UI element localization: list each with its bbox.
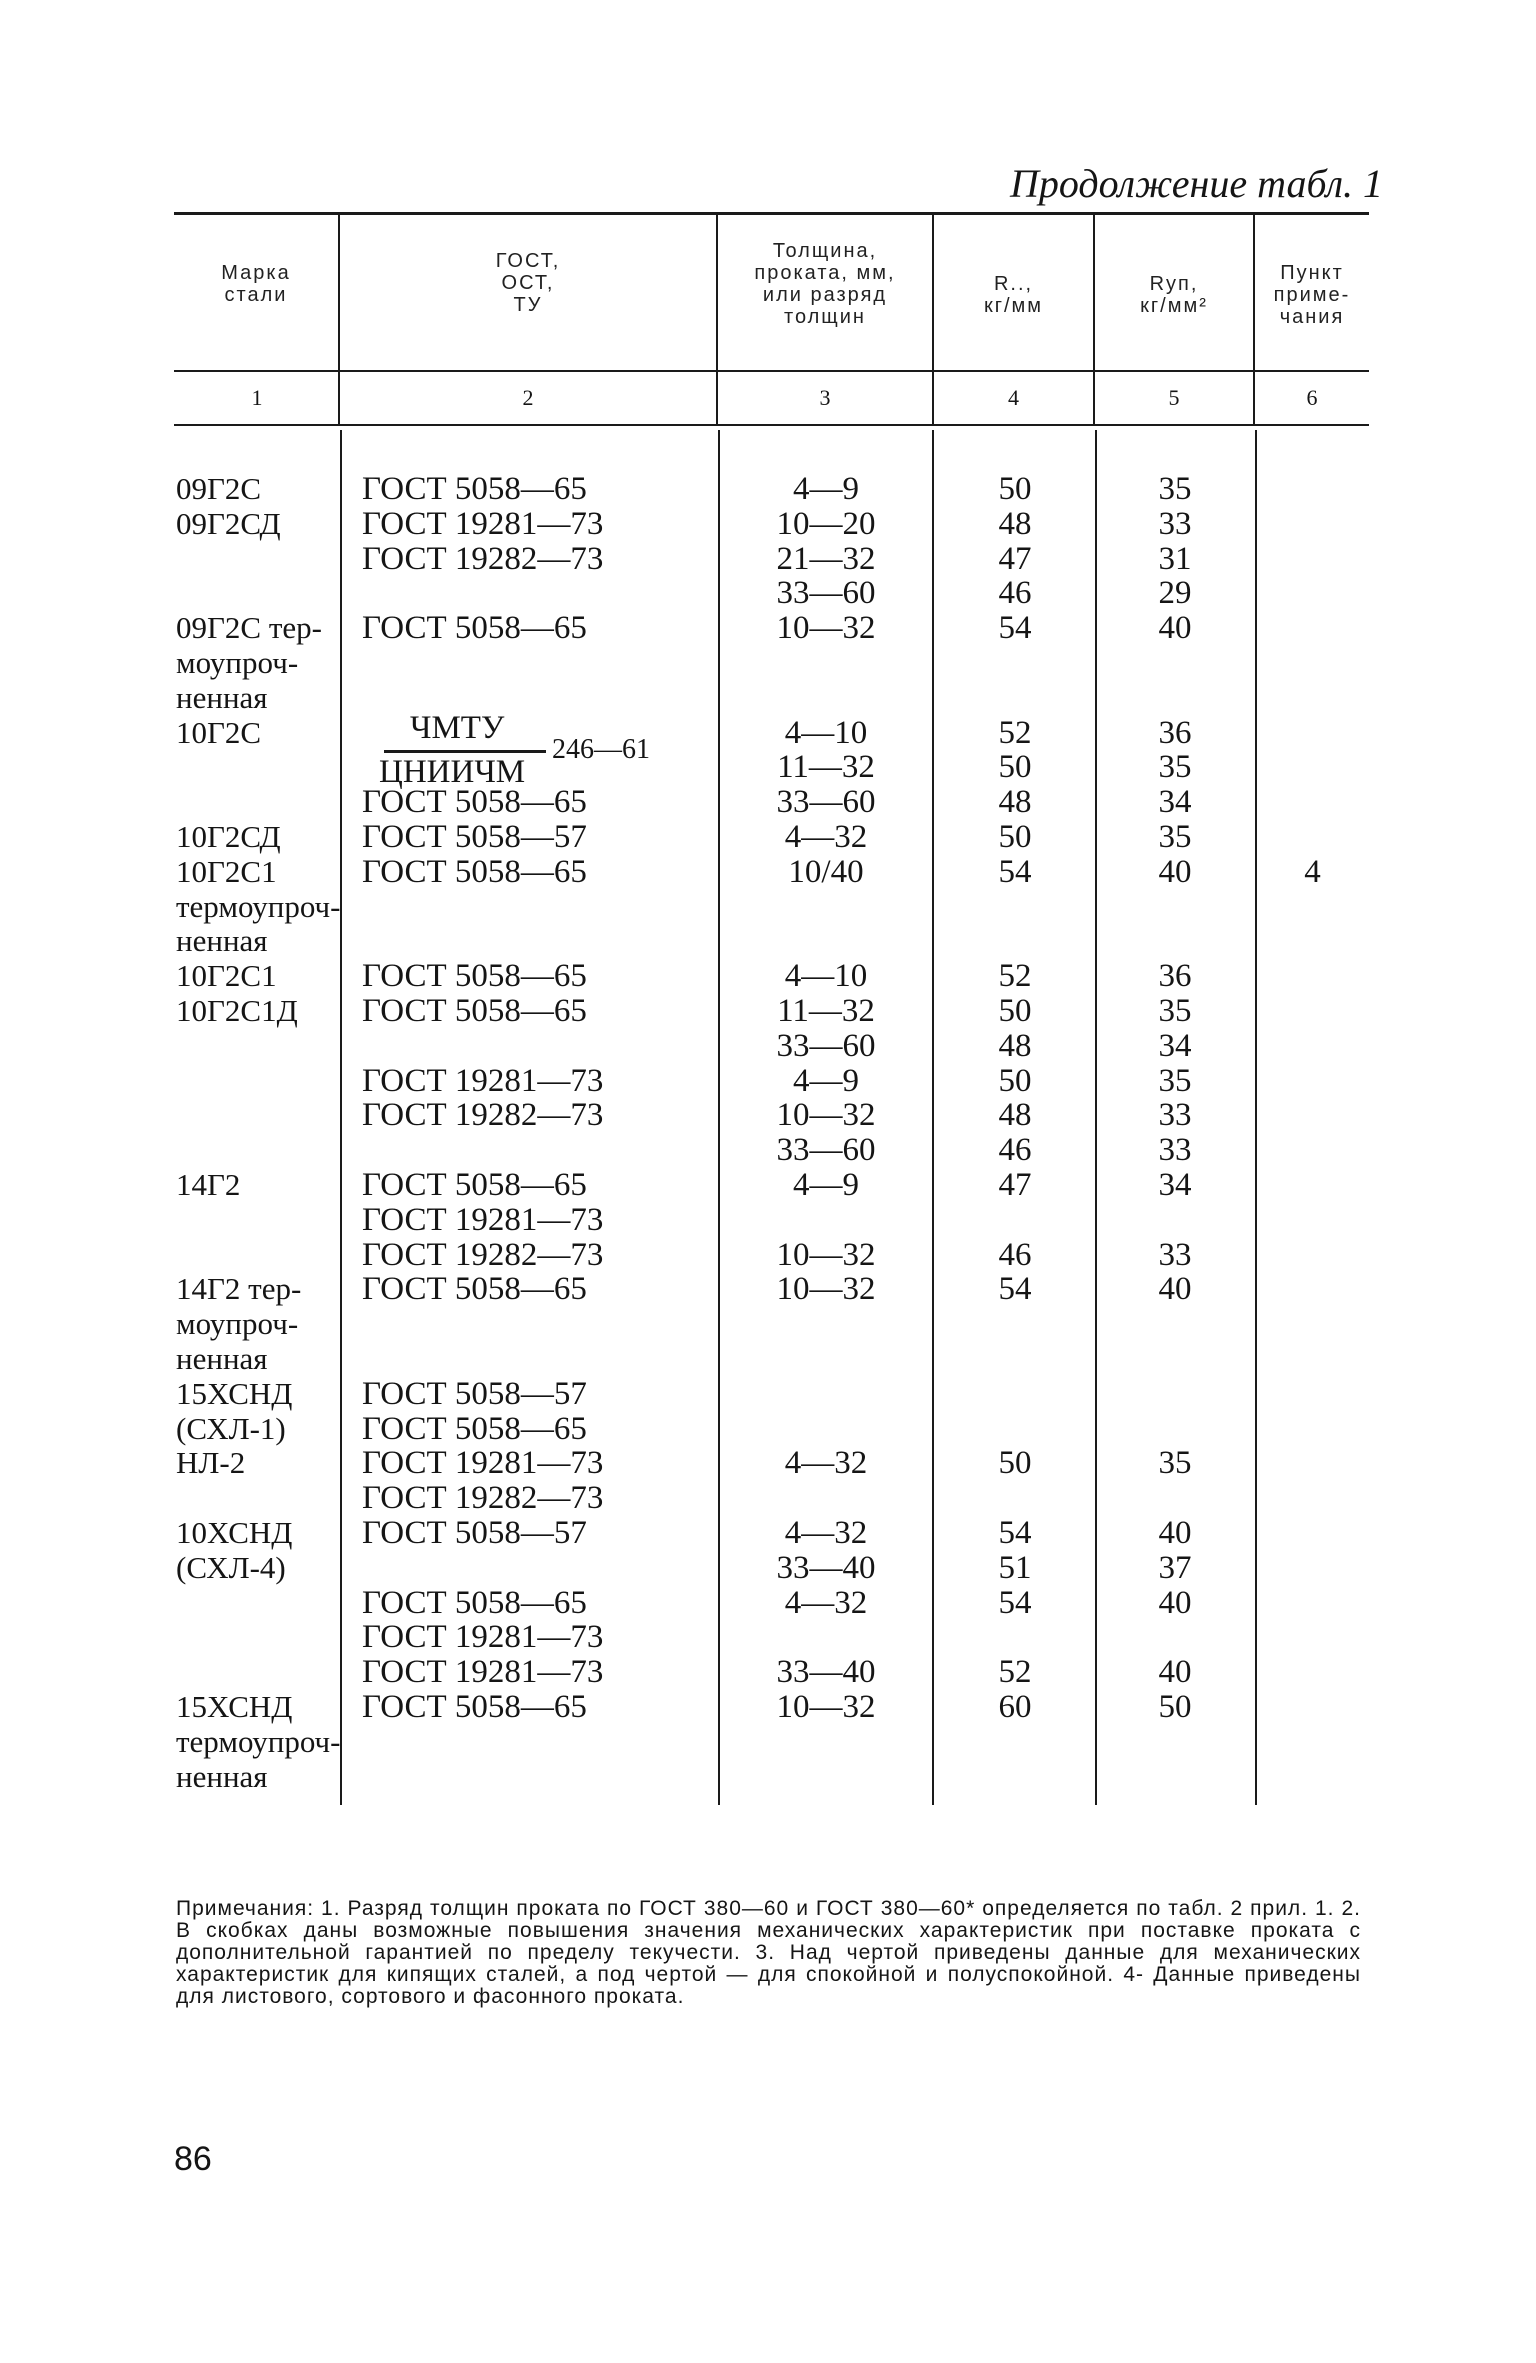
- table-row: [0, 646, 1536, 681]
- table-row: [0, 542, 1536, 577]
- yield-cell: 40: [1158, 1654, 1192, 1691]
- fraction-denominator: ЦНИИЧМ: [379, 754, 526, 790]
- yield-cell: 36: [1158, 714, 1192, 751]
- table-caption: Продолжение табл. 1: [1010, 161, 1384, 206]
- yield-cell: 35: [1158, 819, 1192, 855]
- thickness-cell: 4—32: [784, 1515, 868, 1551]
- table-notes: Примечания: 1. Разряд толщин проката по ГОСТ 380—60 и ГОСТ 380—60* определяется по табл. 2 прил. 1. 2. В скобках даны возможные повышения значения механических характеристик при поставке проката с дополнительной гарантией по пределу текучести. 3. Над чертой приведены данные для механических характеристик для кипящих сталей, а под чертой — для спокойной и полуспокойной. 4- Данные приведены для листового, сортового и фасонного проката.: [176, 1897, 1361, 2008]
- table-row: [0, 1655, 1536, 1690]
- thickness-cell: 33—60: [776, 1132, 876, 1169]
- table-row: [0, 1516, 1536, 1551]
- standard-cell: ГОСТ 5058—65: [362, 853, 587, 890]
- table-row: [0, 1446, 1536, 1481]
- strength-cell: 51: [998, 1549, 1032, 1586]
- strength-cell: 54: [998, 853, 1032, 890]
- table-row: [0, 1098, 1536, 1133]
- thickness-cell: 4—10: [784, 714, 868, 751]
- strength-cell: 50: [998, 993, 1032, 1029]
- strength-cell: 50: [998, 471, 1032, 507]
- table-row: [0, 1133, 1536, 1168]
- table-row: [0, 994, 1536, 1029]
- table-row: [0, 855, 1536, 890]
- thickness-cell: 10/40: [788, 853, 864, 890]
- header-standard: ГОСТ, ОСТ, ТУ: [495, 250, 561, 316]
- strength-cell: 54: [998, 1515, 1032, 1551]
- thickness-cell: 4—32: [784, 1445, 868, 1482]
- table-row: [0, 611, 1536, 646]
- strength-cell: 52: [998, 714, 1032, 751]
- table-row: [0, 576, 1536, 611]
- steel-grade: 10Г2СД 10Г2С1 термоупроч- ненная: [176, 819, 341, 959]
- yield-cell: 40: [1158, 1515, 1192, 1551]
- table-row: [0, 820, 1536, 855]
- table-row: [0, 1272, 1536, 1307]
- yield-cell: 35: [1158, 993, 1192, 1029]
- yield-cell: 33: [1158, 1236, 1192, 1273]
- strength-cell: 48: [998, 505, 1032, 542]
- thickness-cell: 11—32: [777, 749, 875, 786]
- steel-grade: 10Г2С: [176, 714, 262, 750]
- yield-cell: 50: [1158, 1689, 1192, 1725]
- standard-cell: ГОСТ 19282—73: [362, 1480, 604, 1517]
- thickness-cell: 10—32: [776, 1097, 876, 1134]
- header-thickness: Толщина, проката, мм, или разряд толщин: [754, 240, 896, 328]
- standard-cell: ГОСТ 5058—57: [362, 1375, 587, 1412]
- table-row: [0, 507, 1536, 542]
- table-row: [0, 1551, 1536, 1586]
- table-row: [0, 1377, 1536, 1412]
- thickness-cell: 4—10: [784, 958, 868, 995]
- standard-cell: ГОСТ 19281—73: [362, 1062, 604, 1099]
- steel-grade: 14Г2 тер- моупроч- ненная: [176, 1271, 302, 1376]
- number-row-bottom-rule: [174, 424, 1369, 426]
- standard-cell: ГОСТ 5058—65: [362, 471, 587, 507]
- yield-cell: 34: [1158, 1027, 1192, 1064]
- thickness-cell: 33—60: [776, 784, 876, 821]
- standard-cell: ГОСТ 5058—65: [362, 1167, 587, 1203]
- standard-cell: ГОСТ 19282—73: [362, 1097, 604, 1134]
- yield-cell: 40: [1158, 610, 1192, 647]
- steel-grade: 09Г2С тер- моупроч- ненная: [176, 610, 322, 715]
- standard-cell: ГОСТ 5058—65: [362, 610, 587, 647]
- yield-cell: 33: [1158, 505, 1192, 542]
- thickness-cell: 10—32: [776, 1271, 876, 1308]
- steel-grade: 10Г2С1 10Г2С1Д: [176, 958, 298, 1028]
- yield-cell: 33: [1158, 1132, 1192, 1169]
- standard-cell: ГОСТ 19281—73: [362, 1619, 604, 1656]
- strength-cell: 47: [998, 1167, 1032, 1203]
- standard-cell: ГОСТ 19282—73: [362, 1236, 604, 1273]
- note-ref-cell: 4: [1304, 853, 1321, 890]
- fraction-numerator: ЧМТУ: [410, 710, 505, 746]
- table-row: [0, 1586, 1536, 1621]
- steel-grade: 14Г2: [176, 1167, 241, 1202]
- yield-cell: 40: [1158, 1271, 1192, 1308]
- table-row: [0, 1029, 1536, 1064]
- table-row: [0, 1203, 1536, 1238]
- steel-grade: 15ХСНД (СХЛ-1) НЛ-2: [176, 1375, 293, 1481]
- standard-cell: ГОСТ 19281—73: [362, 505, 604, 542]
- thickness-cell: 21—32: [776, 540, 876, 577]
- strength-cell: 48: [998, 1027, 1032, 1064]
- table-row: [0, 1481, 1536, 1516]
- column-number-1: 1: [251, 385, 263, 410]
- table-row: [0, 924, 1536, 959]
- table-row: [0, 959, 1536, 994]
- steel-grade: 10ХСНД (СХЛ-4): [176, 1515, 293, 1585]
- table-row: [0, 681, 1536, 716]
- yield-cell: 40: [1158, 1584, 1192, 1621]
- strength-cell: 46: [998, 1236, 1032, 1273]
- thickness-cell: 10—20: [776, 505, 876, 542]
- strength-cell: 48: [998, 784, 1032, 821]
- yield-cell: 35: [1158, 1445, 1192, 1482]
- thickness-cell: 10—32: [776, 1689, 876, 1725]
- column-number-3: 3: [819, 385, 831, 410]
- strength-cell: 54: [998, 610, 1032, 647]
- strength-cell: 46: [998, 575, 1032, 612]
- yield-cell: 34: [1158, 1167, 1192, 1203]
- yield-cell: 35: [1158, 471, 1192, 507]
- table-row: [0, 1412, 1536, 1447]
- fraction-suffix: 246—61: [552, 734, 650, 765]
- yield-cell: 29: [1158, 575, 1192, 612]
- table-row: [0, 785, 1536, 820]
- standard-cell: ГОСТ 5058—65: [362, 1584, 587, 1621]
- yield-cell: 35: [1158, 1062, 1192, 1099]
- standard-cell: ГОСТ 19281—73: [362, 1201, 604, 1238]
- table-row: [0, 472, 1536, 507]
- strength-cell: 60: [998, 1689, 1032, 1725]
- standard-cell: ГОСТ 5058—65: [362, 958, 587, 995]
- thickness-cell: 4—9: [793, 1062, 859, 1099]
- table-row: [0, 890, 1536, 925]
- strength-cell: 48: [998, 1097, 1032, 1134]
- yield-cell: 34: [1158, 784, 1192, 821]
- thickness-cell: 33—60: [776, 575, 876, 612]
- yield-cell: 40: [1158, 853, 1192, 890]
- standard-cell: ГОСТ 5058—57: [362, 819, 587, 855]
- strength-cell: 50: [998, 749, 1032, 786]
- standard-cell: ГОСТ 19282—73: [362, 540, 604, 577]
- thickness-cell: 33—60: [776, 1027, 876, 1064]
- thickness-cell: 4—32: [784, 819, 868, 855]
- standard-cell: ГОСТ 5058—65: [362, 1410, 587, 1447]
- header-bottom-rule: [174, 370, 1369, 372]
- table-row: [0, 1620, 1536, 1655]
- table-row: [0, 1168, 1536, 1203]
- strength-cell: 50: [998, 819, 1032, 855]
- standard-cell: ГОСТ 5058—65: [362, 1689, 587, 1725]
- yield-cell: 35: [1158, 749, 1192, 786]
- column-number-2: 2: [522, 385, 534, 410]
- yield-cell: 37: [1158, 1549, 1192, 1586]
- table-row: [0, 1307, 1536, 1342]
- yield-cell: 33: [1158, 1097, 1192, 1134]
- column-number-6: 6: [1306, 385, 1318, 410]
- header-note-ref: Пункт приме- чания: [1273, 262, 1351, 328]
- strength-cell: 50: [998, 1062, 1032, 1099]
- strength-cell: 54: [998, 1271, 1032, 1308]
- strength-cell: 47: [998, 540, 1032, 577]
- table-row: [0, 716, 1536, 751]
- thickness-cell: 10—32: [776, 1236, 876, 1273]
- table-row: [0, 1690, 1536, 1725]
- strength-cell: 50: [998, 1445, 1032, 1482]
- standard-cell: ГОСТ 5058—57: [362, 1515, 587, 1551]
- thickness-cell: 33—40: [776, 1654, 876, 1691]
- yield-cell: 31: [1158, 540, 1192, 577]
- strength-cell: 52: [998, 958, 1032, 995]
- thickness-cell: 33—40: [776, 1549, 876, 1586]
- table-row: [0, 1238, 1536, 1273]
- table-row: [0, 1342, 1536, 1377]
- standard-cell: ГОСТ 19281—73: [362, 1445, 604, 1482]
- steel-grade: 15ХСНД термоупроч- ненная: [176, 1689, 341, 1794]
- strength-cell: 52: [998, 1654, 1032, 1691]
- standard-cell: ГОСТ 19281—73: [362, 1654, 604, 1691]
- page-number: 86: [174, 2140, 212, 2178]
- steel-grade: 09Г2С 09Г2СД: [176, 471, 281, 541]
- column-number-4: 4: [1008, 385, 1019, 410]
- header-strength: R.., кг/мм: [983, 273, 1044, 317]
- thickness-cell: 4—9: [793, 471, 859, 507]
- standard-cell: ГОСТ 5058—65: [362, 1271, 587, 1308]
- header-steel-grade: Марка стали: [221, 262, 291, 306]
- top-rule: [174, 212, 1369, 215]
- standard-cell: ГОСТ 5058—65: [362, 784, 587, 821]
- thickness-cell: 4—9: [793, 1167, 859, 1203]
- thickness-cell: 4—32: [784, 1584, 868, 1621]
- thickness-cell: 11—32: [777, 993, 875, 1029]
- standard-cell: ГОСТ 5058—65: [362, 993, 587, 1029]
- strength-cell: 46: [998, 1132, 1032, 1169]
- column-number-5: 5: [1168, 385, 1180, 410]
- yield-cell: 36: [1158, 958, 1192, 995]
- thickness-cell: 10—32: [776, 610, 876, 647]
- strength-cell: 54: [998, 1584, 1032, 1621]
- table-row: [0, 750, 1536, 785]
- header-yield: Rуп, кг/мм²: [1140, 273, 1208, 317]
- table-row: [0, 1064, 1536, 1099]
